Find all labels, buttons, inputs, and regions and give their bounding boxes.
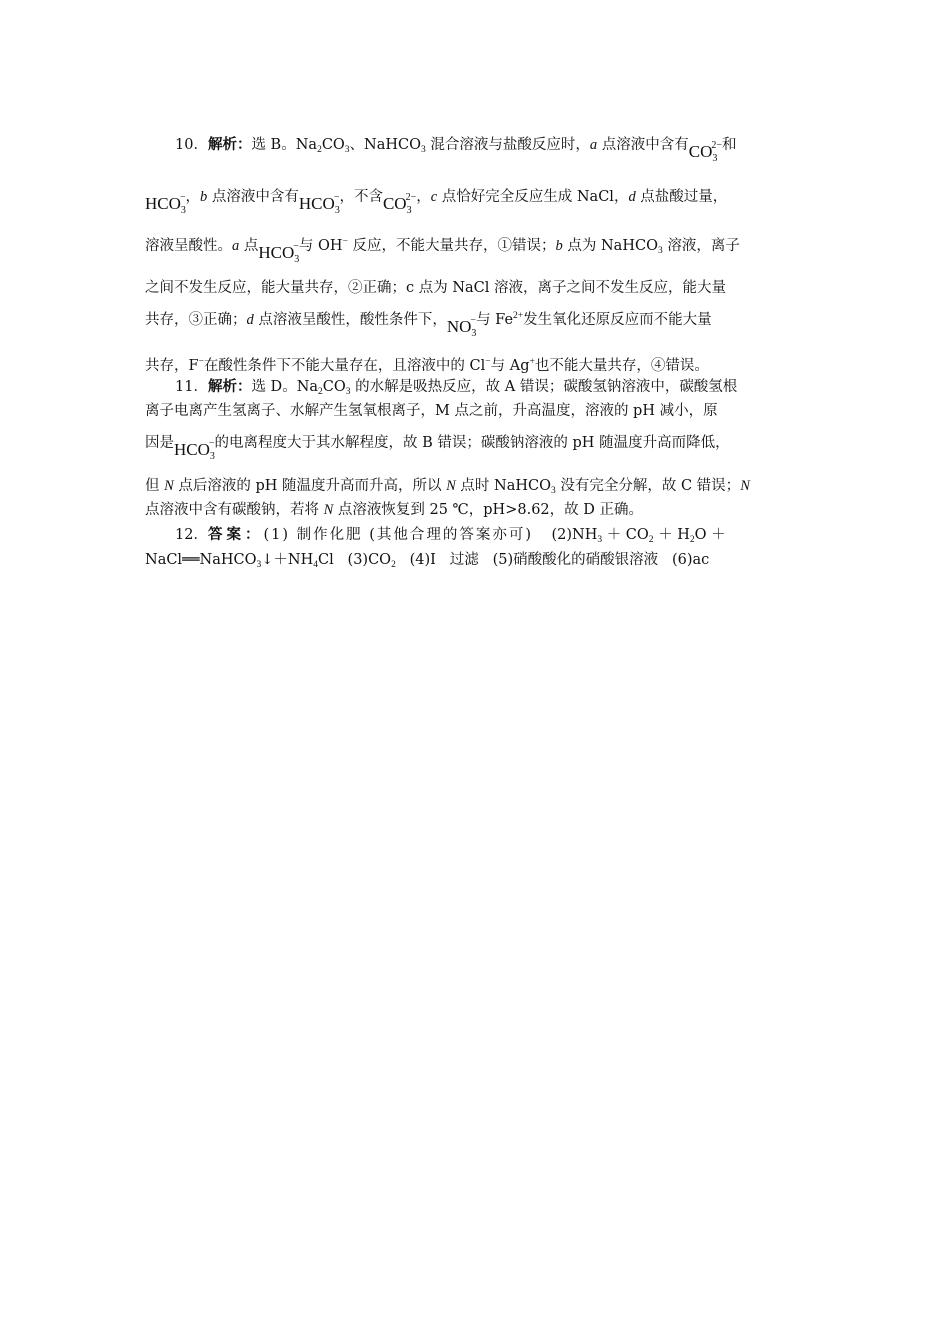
q10-line-4: 之间不发生反应，能大量共存，②正确；c 点为 NaCl 溶液，离子之间不发生反应，能大量 (145, 280, 727, 296)
q12-line-1: 12．答案：(1) 制作化肥 (其他合理的答案亦可) $(2)NH_3 + CO_2 + H_2O$ ＋ (175, 526, 726, 545)
q10-line-3: 溶液呈酸性。a 点$HCO_3^-$与 OH− 反应，不能大量共存，①错误；b 点为 NaHCO$_3$ 溶液，离子 (145, 237, 740, 265)
q11-heading: 解析： (207, 378, 252, 395)
q12-number: 12． (175, 527, 208, 543)
q11-line-4: 但 N 点后溶液的 pH 随温度升高而升高，所以 N 点时 NaHCO$_3$ 没有完全分解，故 C 错误；N (145, 478, 750, 496)
q10-line-6: 共存，F−在酸性条件下不能大量存在，且溶液中的 Cl−与 Ag+也不能大量共存，④错误。 (145, 357, 709, 374)
q12-heading: 答案： (207, 526, 264, 543)
bicarbonate-ion: $HCO_3^-$ (145, 192, 186, 216)
q11-line-3: 因是$HCO_3^-$的电离程度大于其水解程度，故 B 错误；碳酸钠溶液的 pH 随温度升高而降低， (145, 435, 730, 462)
carbonate-ion: $CO_3^{2-}$ (382, 192, 417, 216)
q11-line-5: 点溶液中含有碳酸钠，若将 N 点溶液恢复到 25 ℃，pH>8.62，故 D 正确。 (145, 502, 643, 518)
bicarbonate-ion: $HCO_3^-$ (174, 438, 215, 462)
q10-line-1: 10．解析：选 B。$Na_2CO_3$、NaHCO$_3$ 混合溶液与盐酸反应时，a 点溶液中含有$CO_3^{2-}$和 (175, 136, 737, 164)
q11-line-1: 11．解析：选 D。$Na_2CO_3$ 的水解是吸热反应，故 A 错误；碳酸氢钠溶液中，碳酸氢根 (175, 378, 738, 397)
nitrate-ion: $NO_3^-$ (446, 315, 477, 339)
carbonate-ion: $CO_3^{2-}$ (688, 140, 722, 164)
q10-line-5: 共存，③正确；d 点溶液呈酸性，酸性条件下，$NO_3^-$与 $Fe^{2+}$发生氧化还原反应而不能大量 (145, 311, 712, 339)
bicarbonate-ion: $HCO_3^-$ (298, 192, 340, 216)
q10-heading: 解析： (207, 136, 252, 153)
q12-line-2: $NaCl══NaHCO_3↓+NH_4Cl$ $(3)CO_2$ (4)Ⅰ 过滤 (5)硝酸酸化的硝酸银溶液 (6)ac (145, 552, 710, 570)
q11-line-2: 离子电离产生氢离子、水解产生氢氧根离子，M 点之前，升高温度，溶液的 pH 减小，原 (145, 403, 718, 419)
q10-line-2: $HCO_3^-$，b 点溶液中含有$HCO_3^-$，不含$CO_3^{2-}$，c 点恰好完全反应生成 NaCl，d 点盐酸过量， (145, 189, 728, 216)
q11-number: 11． (175, 379, 208, 395)
bicarbonate-ion: $HCO_3^-$ (258, 241, 300, 265)
q10-number: 10． (175, 137, 208, 153)
